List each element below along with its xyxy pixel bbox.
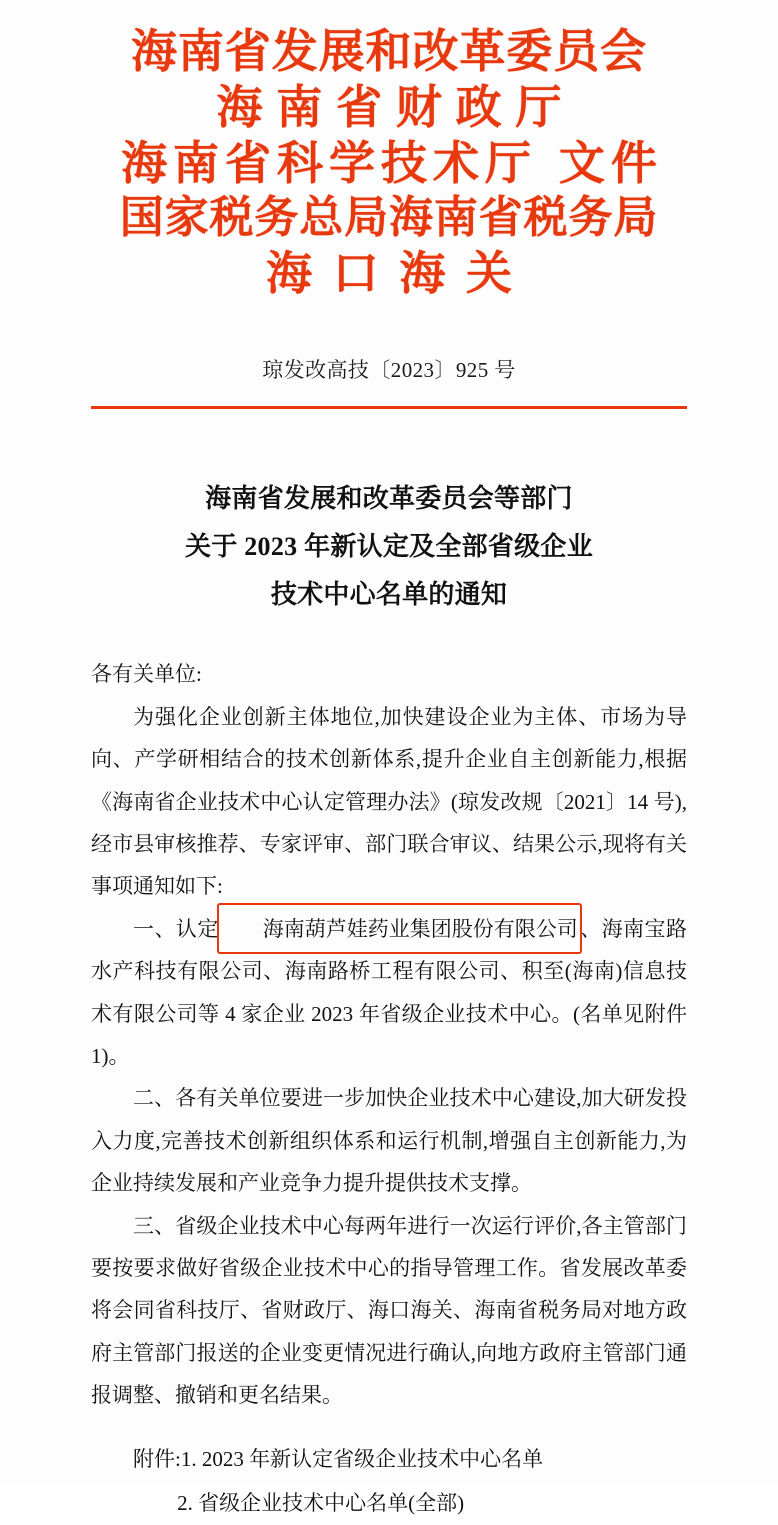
paragraph-item-1-prefix: 一、认定 [133, 916, 219, 941]
attachments-block [91, 1437, 687, 1525]
letterhead-line-1: 海南省发展和改革委员会 [130, 24, 648, 78]
attachment-line-2: 2. 省级企业技术中心名单(全部) [177, 1490, 465, 1515]
letterhead-line-2: 海南省财政厅 [216, 80, 576, 134]
document-number: 琼发改高技〔2023〕925 号 [262, 358, 516, 382]
attachment-line-1: 附件:1. 2023 年新认定省级企业技术中心名单 [133, 1446, 544, 1471]
letterhead-line-3: 海南省科学技术厅 文件 [121, 136, 663, 190]
letterhead-line-5: 海口海关 [265, 246, 533, 300]
title-line-2: 关于 2023 年新认定及全部省级企业 [185, 532, 593, 562]
document-body [91, 653, 687, 1525]
document-title [0, 475, 778, 619]
paragraph-item-2: 二、各有关单位要进一步加快企业技术中心建设,加大研发投入力度,完善技术创新组织体系和运行机制,增强自主创新能力,为企业持续发展和产业竞争力提升提供技术支撑。 [91, 1086, 687, 1196]
highlighted-company-name: 海南葫芦娃药业集团股份有限公司 [219, 908, 580, 950]
title-line-1: 海南省发展和改革委员会等部门 [205, 484, 573, 513]
letterhead [0, 0, 778, 300]
salutation: 各有关单位: [91, 662, 202, 687]
paragraph-intro: 为强化企业创新主体地位,加快建设企业为主体、市场为导向、产学研相结合的技术创新体系,提升企业自主创新能力,根据《海南省企业技术中心认定管理办法》(琼发改规〔2021〕14 号),经市县审核推荐、专家评审、部门联合审议、结果公示,现将有关事项通知如下: [91, 704, 687, 899]
paragraph-item-1-suffix: 、海南宝路水产科技有限公司、海南路桥工程有限公司、积至(海南)信息技术有限公司等 4 家企业 2023 年省级企业技术中心。(名单见附件 1)。 [91, 916, 688, 1068]
title-line-3: 技术中心名单的通知 [270, 580, 508, 610]
paragraph-item-1 [91, 908, 687, 1078]
letterhead-line-4: 国家税务总局海南省税务局 [119, 192, 659, 243]
red-separator-rule [91, 406, 687, 409]
paragraph-item-3: 三、省级企业技术中心每两年进行一次运行评价,各主管部门要按要求做好省级企业技术中心的指导管理工作。省发展改革委将会同省科技厅、省财政厅、海口海关、海南省税务局对地方政府主管部门报送的企业变更情况进行确认,向地方政府主管部门通报调整、撤销和更名结果。 [91, 1213, 687, 1408]
